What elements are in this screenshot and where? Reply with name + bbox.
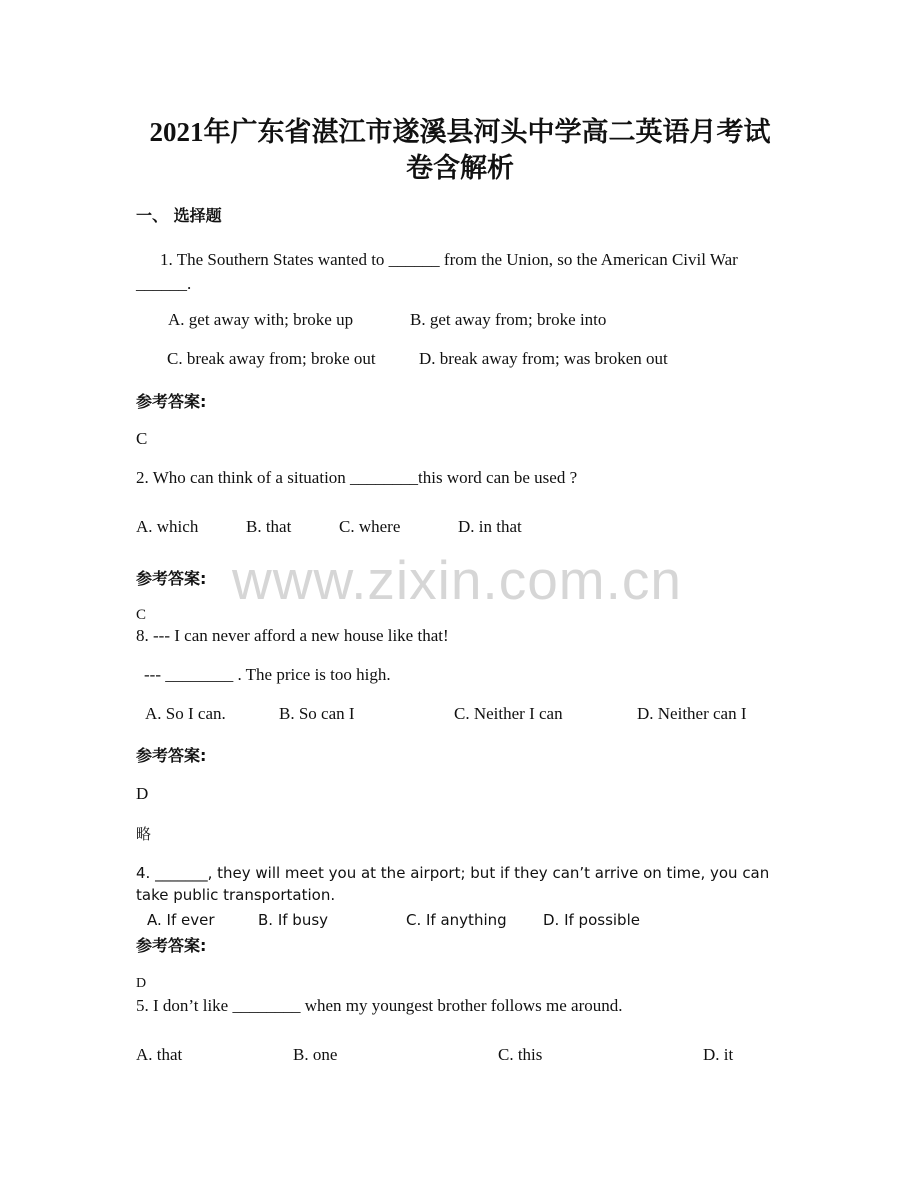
question-4-stem-line-2: take public transportation. [136, 886, 336, 904]
question-8-stem-line-1: 8. --- I can never afford a new house like that! [136, 626, 449, 645]
question-1-option-d: D. break away from; was broken out [419, 349, 668, 368]
question-1-option-b: B. get away from; broke into [410, 310, 607, 329]
page-title-line-1: 2021年广东省湛江市遂溪县河头中学高二英语月考试 [149, 117, 771, 147]
question-5-option-a: A. that [136, 1045, 183, 1064]
question-2-answer: C [136, 607, 147, 623]
question-8-option-d: D. Neither can I [637, 704, 747, 723]
question-2-stem: 2. Who can think of a situation ________this word can be used ? [136, 468, 578, 487]
question-2-option-a: A. which [136, 517, 199, 536]
answer-label-2: 参考答案: [136, 569, 207, 588]
section-heading: 一、 选择题 [136, 206, 222, 225]
question-4-stem-line-1: 4. _______, they will meet you at the airport; but if they can’t arrive on time, you can [136, 864, 770, 882]
question-5-stem: 5. I don’t like ________ when my youngest brother follows me around. [136, 996, 623, 1015]
answer-label-4: 参考答案: [136, 936, 207, 955]
question-5-option-c: C. this [498, 1045, 543, 1064]
question-5-option-d: D. it [703, 1045, 734, 1064]
question-1-stem-line-1: 1. The Southern States wanted to ______ from the Union, so the American Civil War [160, 250, 738, 269]
question-8-option-c: C. Neither I can [454, 704, 563, 723]
answer-label-1: 参考答案: [136, 392, 207, 411]
question-2-option-d: D. in that [458, 517, 522, 536]
question-2-option-c: C. where [339, 517, 401, 536]
question-4-option-c: C. If anything [406, 911, 507, 929]
question-8-explanation: 略 [136, 826, 152, 843]
question-1-answer: C [136, 429, 148, 448]
question-8-answer: D [136, 784, 149, 803]
question-4-option-a: A. If ever [147, 911, 215, 929]
question-8-stem-line-2: --- ________ . The price is too high. [144, 665, 391, 684]
question-1-option-c: C. break away from; broke out [167, 349, 376, 368]
question-5-option-b: B. one [293, 1045, 338, 1064]
question-1-stem-line-2: ______. [136, 274, 192, 293]
question-8-option-a: A. So I can. [145, 704, 226, 723]
question-4-answer: D [136, 976, 147, 991]
answer-label-3: 参考答案: [136, 746, 207, 765]
question-1-option-a: A. get away with; broke up [168, 310, 354, 329]
question-2-option-b: B. that [246, 517, 292, 536]
question-4-option-b: B. If busy [258, 911, 329, 929]
question-4-option-d: D. If possible [543, 911, 640, 929]
question-8-option-b: B. So can I [279, 704, 355, 723]
page-title-line-2: 卷含解析 [406, 153, 514, 183]
watermark: www.zixin.com.cn [232, 549, 682, 611]
